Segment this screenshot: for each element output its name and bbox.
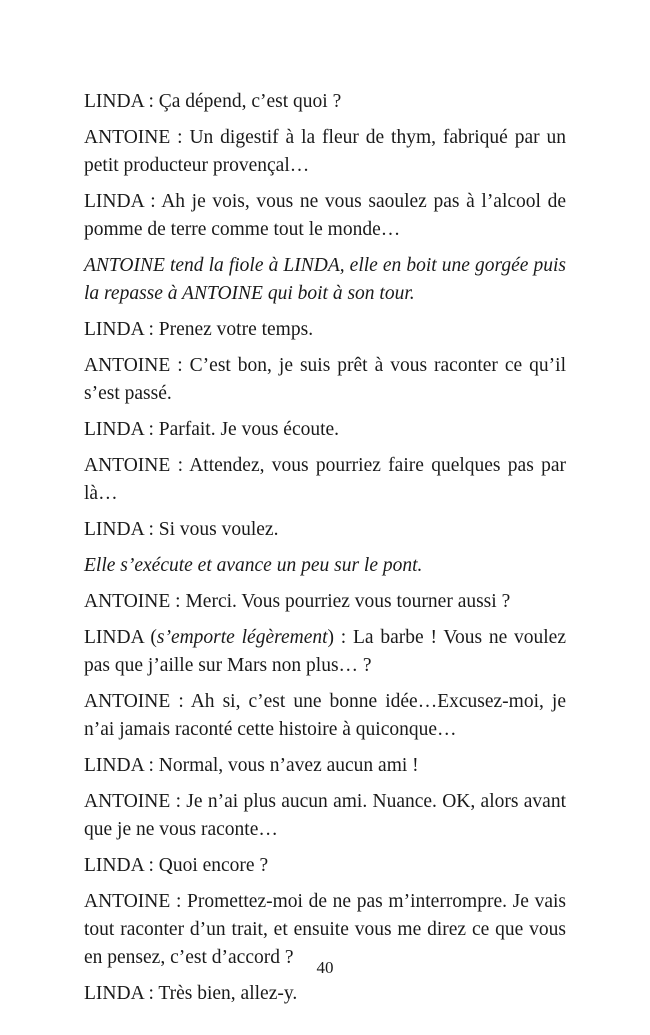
dialogue-line: LINDA : Très bien, allez-y. [84, 983, 298, 1004]
stage-direction: ANTOINE tend la fiole à LINDA, elle en boit une gorgée puis la repasse à ANTOINE qui boit à son tour. [84, 255, 566, 304]
dialogue-line: ANTOINE : Promettez-moi de ne pas m’interrompre. Je vais tout raconter d’un trait, et ensuite vous me direz ce que vous en pensez, c’est d’accord ? [84, 891, 566, 968]
dialogue-line: LINDA : Ça dépend, c’est quoi ? [84, 91, 342, 112]
dialogue-line: LINDA : Si vous voulez. [84, 519, 279, 540]
stage-direction: Elle s’exécute et avance un peu sur le pont. [84, 555, 423, 576]
dialogue-line-with-aside [84, 624, 566, 680]
dialogue-line: ANTOINE : Un digestif à la fleur de thym, fabriqué par un petit producteur provençal… [84, 127, 566, 176]
dialogue-line: LINDA : Quoi encore ? [84, 855, 269, 876]
dialogue-line: LINDA : Normal, vous n’avez aucun ami ! [84, 755, 419, 776]
page-number: 40 [316, 958, 334, 977]
dialogue-line: LINDA : Parfait. Je vous écoute. [84, 419, 340, 440]
aside-direction: s’emporte légèrement [156, 627, 328, 648]
dialogue-line: LINDA : Ah je vois, vous ne vous saoulez pas à l’alcool de pomme de terre comme tout le monde… [84, 191, 566, 240]
dialogue-line: ANTOINE : Ah si, c’est une bonne idée…Excusez-moi, je n’ai jamais raconté cette histoire à quiconque… [84, 691, 566, 740]
speaker-prefix: LINDA ( [84, 627, 157, 648]
dialogue-text: ) : La barbe ! Vous ne voulez pas que j’aille sur Mars non plus… ? [84, 627, 566, 676]
dialogue-line: ANTOINE : Je n’ai plus aucun ami. Nuance. OK, alors avant que je ne vous raconte… [84, 791, 566, 840]
dialogue-line: ANTOINE : Attendez, vous pourriez faire quelques pas par là… [84, 455, 566, 504]
dialogue-line: ANTOINE : C’est bon, je suis prêt à vous raconter ce qu’il s’est passé. [84, 355, 566, 404]
page-body [84, 88, 566, 1016]
dialogue-line: ANTOINE : Merci. Vous pourriez vous tourner aussi ? [84, 591, 511, 612]
dialogue-line: LINDA : Prenez votre temps. [84, 319, 314, 340]
